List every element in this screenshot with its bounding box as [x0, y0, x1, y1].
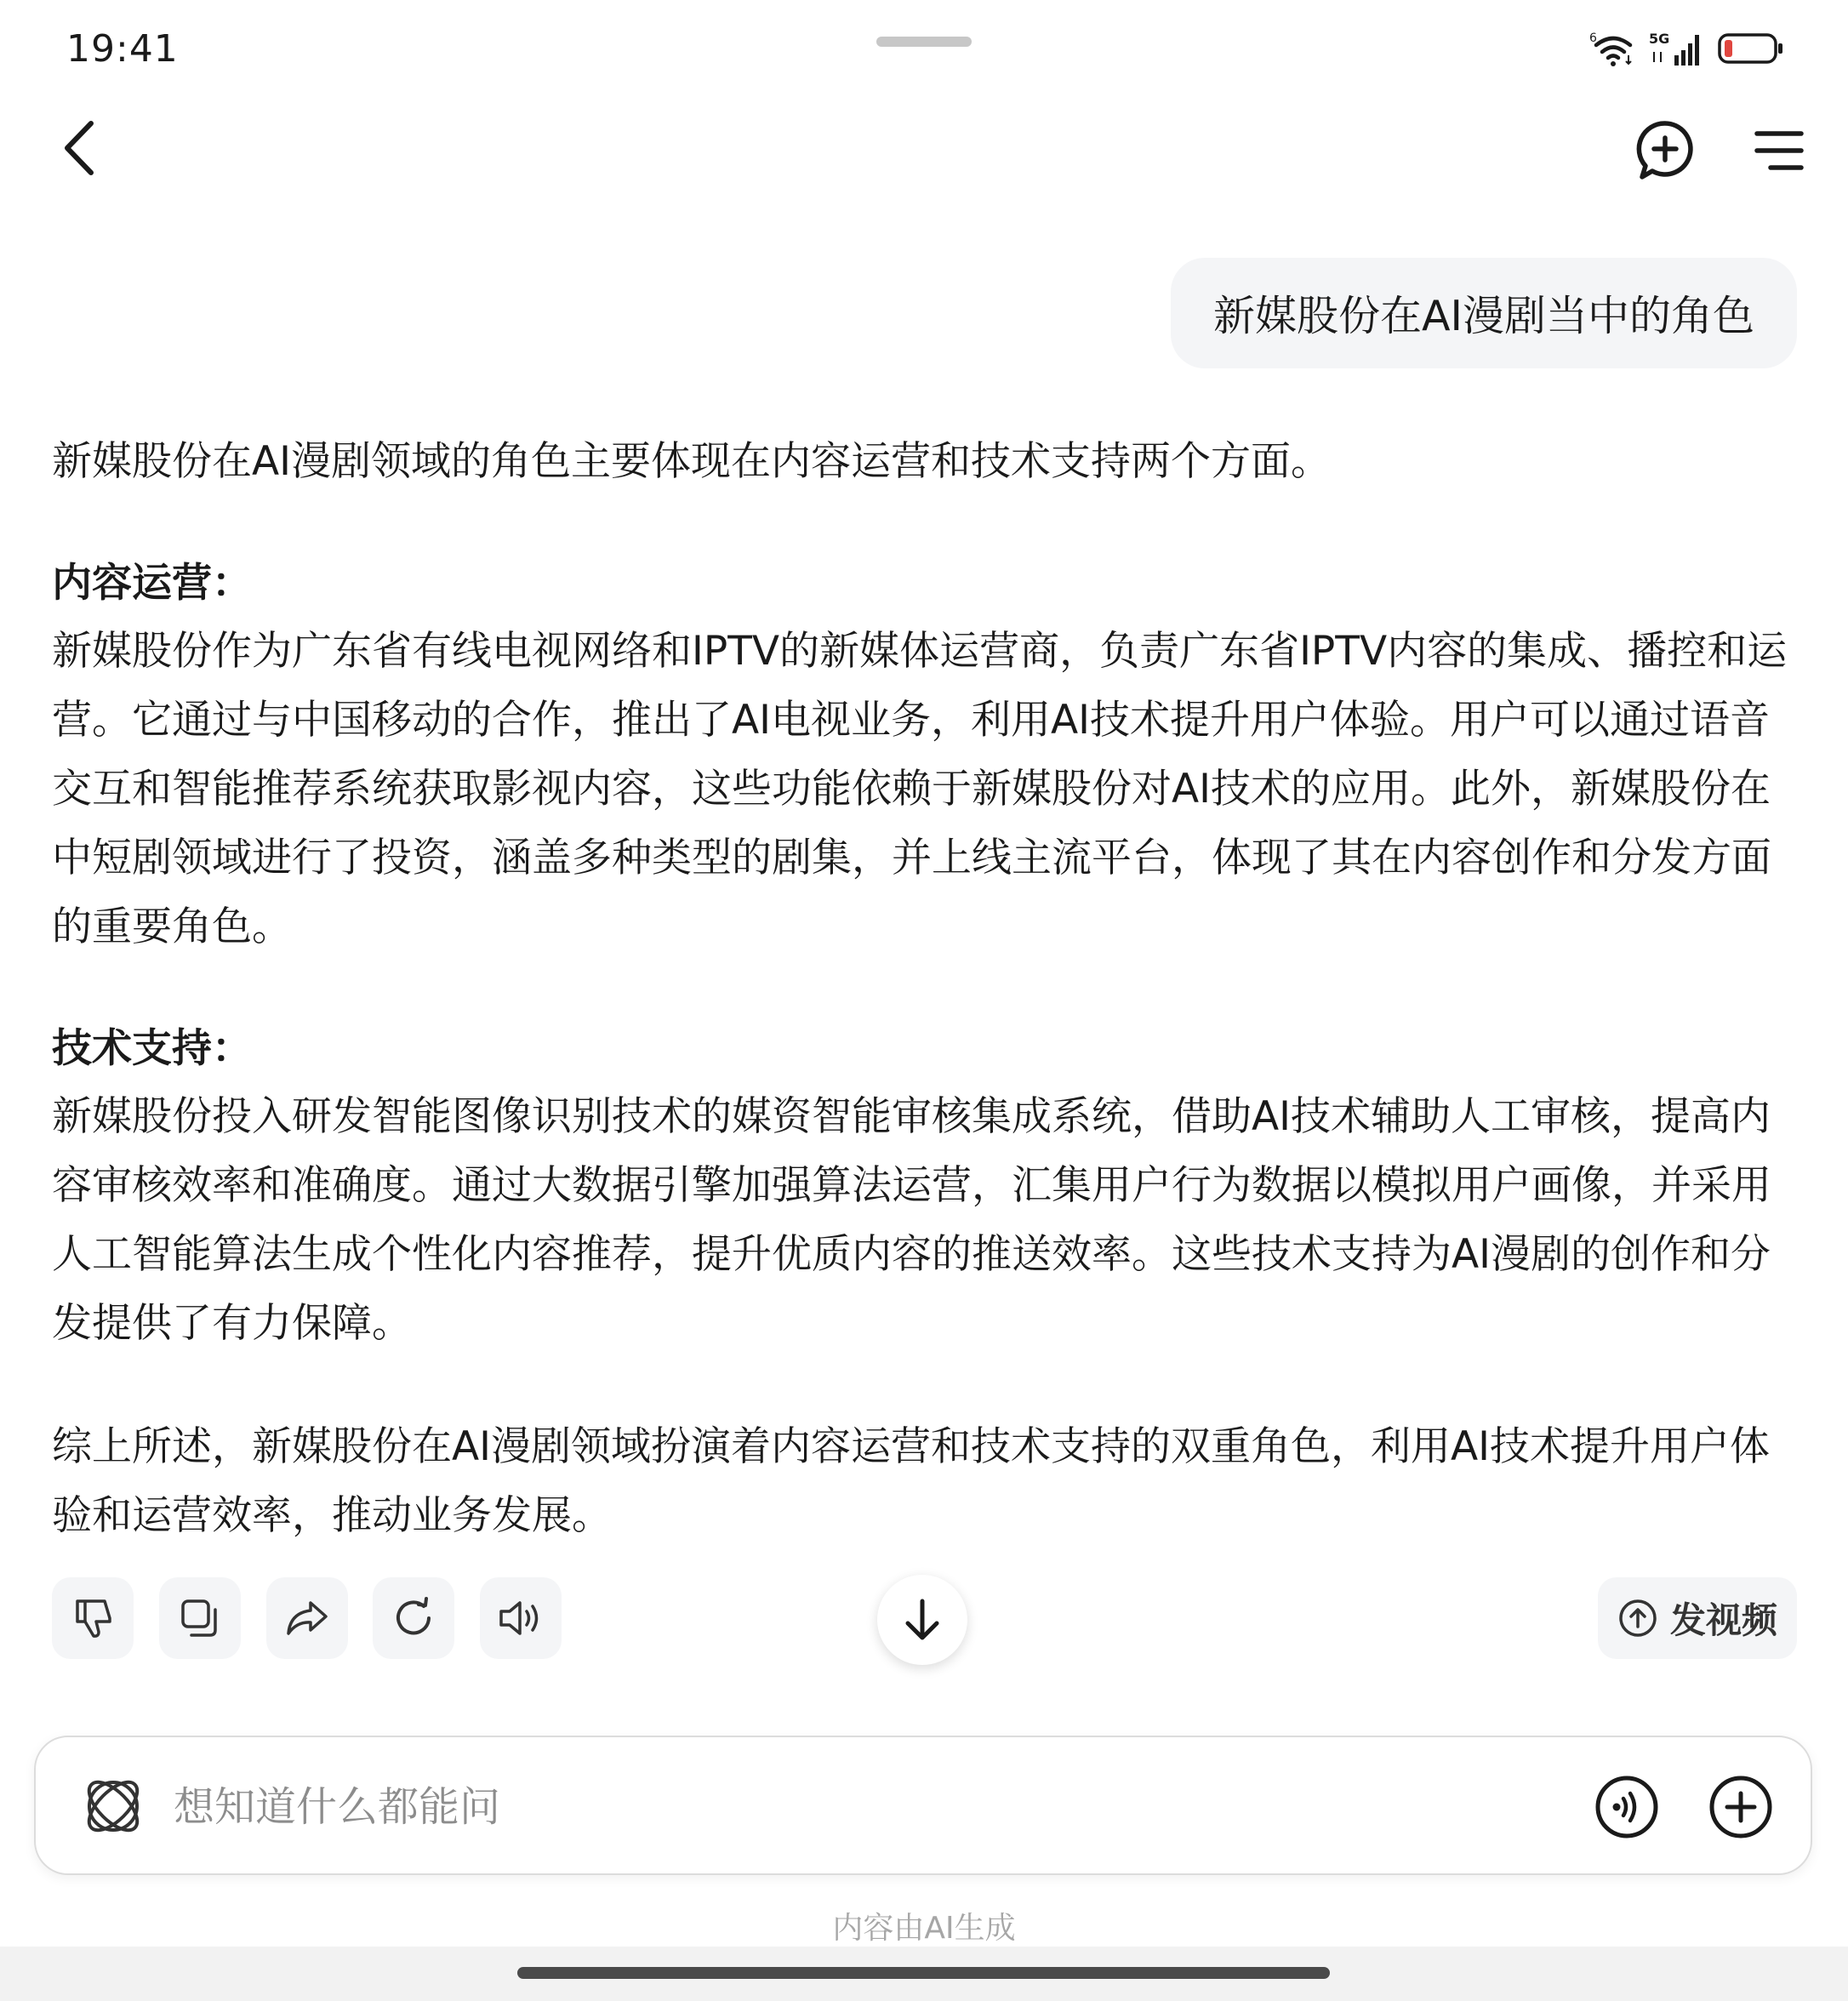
- status-icons: [1589, 27, 1785, 70]
- home-indicator[interactable]: [517, 1967, 1330, 1979]
- share-button[interactable]: [266, 1577, 348, 1659]
- back-button[interactable]: [46, 111, 114, 185]
- user-message-text: 新媒股份在AI漫剧当中的角色: [1213, 292, 1754, 340]
- copy-icon: [178, 1596, 222, 1640]
- user-message-bubble: [1171, 258, 1797, 368]
- answer-section-body: 新媒股份投入研发智能图像识别技术的媒资智能审核集成系统，借助AI技术辅助人工审核，提高内容审核效率和准确度。通过大数据引擎加强算法运营，汇集用户行为数据以模拟用户画像，并采用人工智能算法生成个性化内容推荐，提升优质内容的推送效率。这些技术支持为AI漫剧的创作和分发提供了有力保障。: [52, 1093, 1771, 1347]
- regenerate-button[interactable]: [373, 1577, 454, 1659]
- dislike-button[interactable]: [52, 1577, 134, 1659]
- read-aloud-button[interactable]: [480, 1577, 562, 1659]
- make-video-button[interactable]: [1598, 1577, 1797, 1659]
- chat-input[interactable]: [174, 1771, 1492, 1843]
- answer-conclusion: 综上所述，新媒股份在AI漫剧领域扮演着内容运营和技术支持的双重角色，利用AI技术提升用户体验和运营效率，推动业务发展。: [52, 1423, 1771, 1539]
- menu-button[interactable]: [1741, 112, 1817, 189]
- ai-answer: [52, 427, 1805, 1550]
- status-time: 19:41: [66, 27, 179, 71]
- regenerate-icon: [390, 1594, 437, 1642]
- scroll-to-bottom-button[interactable]: [877, 1575, 967, 1665]
- share-icon: [283, 1596, 331, 1640]
- ai-assistant-icon[interactable]: [77, 1770, 150, 1843]
- add-attachment-icon[interactable]: [1708, 1775, 1773, 1839]
- chat-plus-icon: [1635, 119, 1695, 182]
- make-video-label: 发视频: [1669, 1599, 1777, 1641]
- new-chat-button[interactable]: [1627, 112, 1703, 189]
- svg-text:6: 6: [1589, 31, 1597, 45]
- answer-section-heading: 技术支持：: [52, 1025, 252, 1072]
- menu-icon: [1754, 128, 1805, 173]
- answer-intro: 新媒股份在AI漫剧领域的角色主要体现在内容运营和技术支持两个方面。: [52, 438, 1332, 485]
- copy-button[interactable]: [159, 1577, 241, 1659]
- answer-section-heading: 内容运营：: [52, 560, 252, 607]
- wifi-icon: [1589, 30, 1637, 67]
- ai-disclaimer: 内容由AI生成: [832, 1911, 1016, 1946]
- battery-icon: [1717, 30, 1785, 67]
- svg-text:5G: 5G: [1649, 31, 1670, 47]
- thumbs-down-icon: [71, 1596, 115, 1640]
- arrow-down-icon: [901, 1596, 944, 1644]
- chevron-left-icon: [59, 118, 101, 178]
- speaker-icon: [496, 1596, 545, 1640]
- upload-circle-icon: [1617, 1598, 1658, 1639]
- cellular-signal-icon: [1649, 30, 1705, 67]
- chat-input-box: [34, 1736, 1812, 1875]
- drag-handle[interactable]: [876, 37, 972, 47]
- voice-input-icon[interactable]: [1594, 1775, 1659, 1839]
- answer-section-body: 新媒股份作为广东省有线电视网络和IPTV的新媒体运营商，负责广东省IPTV内容的集成、播控和运营。它通过与中国移动的合作，推出了AI电视业务，利用AI技术提升用户体验。用户可以通过语音交互和智能推荐系统获取影视内容，这些功能依赖于新媒股份对AI技术的应用。此外，新媒股份在中短剧领域进行了投资，涵盖多种类型的剧集，并上线主流平台，体现了其在内容创作和分发方面的重要角色。: [52, 628, 1788, 950]
